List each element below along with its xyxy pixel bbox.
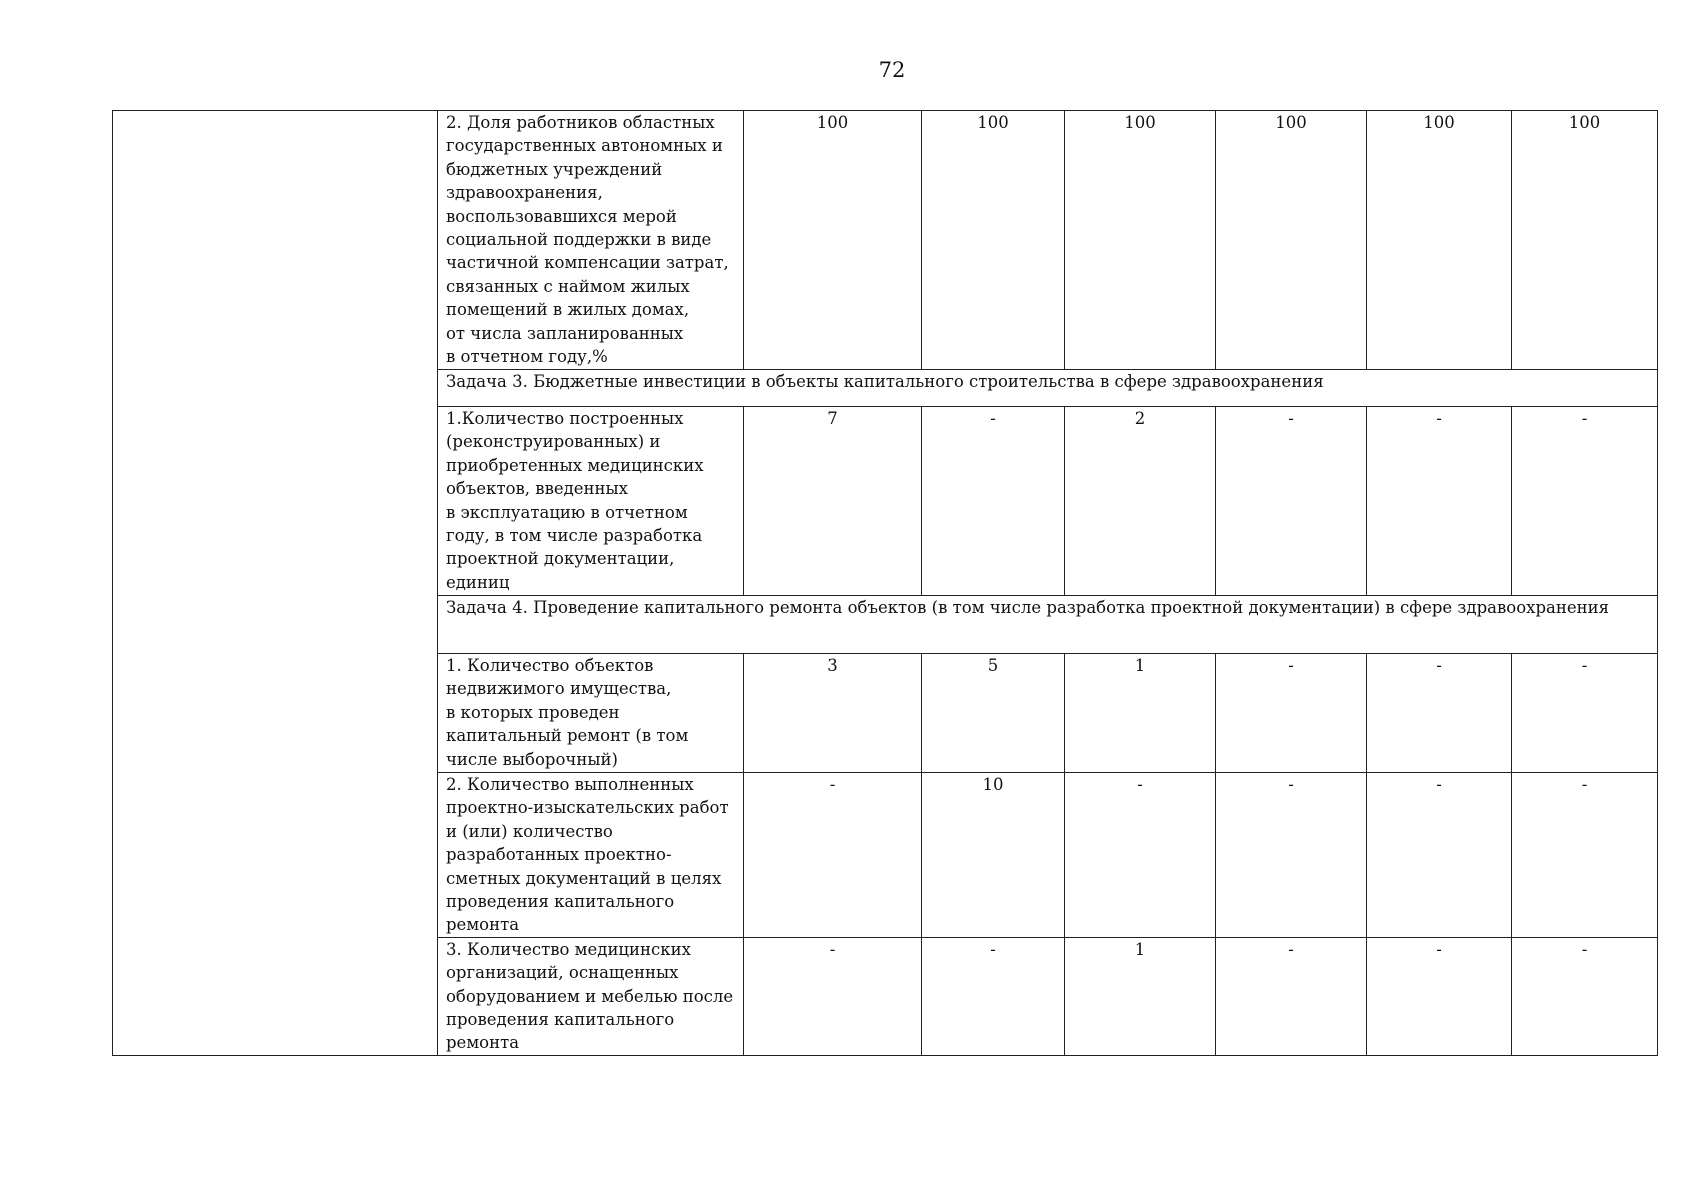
- value-cell: 7: [744, 407, 922, 596]
- indicator-label: 2. Доля работников областных государственных автономных и бюджетных учреждений здравоохранения, воспользовавшихся мерой социальной поддержки в виде частичной компенсации затрат, связанных с наймом жилых помещений в жилых домах, от числа запланированных в отчетном году,%: [438, 111, 744, 370]
- value-cell: -: [1216, 407, 1367, 596]
- value-cell: 1: [1065, 937, 1216, 1055]
- value-cell: 100: [1216, 111, 1367, 370]
- value-cell: -: [1512, 407, 1658, 596]
- value-cell: -: [1216, 773, 1367, 938]
- value-cell: -: [744, 937, 922, 1055]
- task-heading: Задача 4. Проведение капитального ремонта объектов (в том числе разработка проектной документации) в сфере здравоохранения: [438, 596, 1658, 654]
- indicator-label: 1. Количество объектов недвижимого имущества, в которых проведен капитальный ремонт (в том числе выборочный): [438, 654, 744, 773]
- value-cell: 100: [1512, 111, 1658, 370]
- value-cell: 3: [744, 654, 922, 773]
- value-cell: 100: [1065, 111, 1216, 370]
- value-cell: -: [1512, 654, 1658, 773]
- value-cell: -: [1367, 773, 1512, 938]
- indicator-label: 1.Количество построенных (реконструированных) и приобретенных медицинских объектов, введенных в эксплуатацию в отчетном году, в том числе разработка проектной документации, единиц: [438, 407, 744, 596]
- table-row: [113, 111, 1658, 370]
- indicator-label: 2. Количество выполненных проектно-изыскательских работ и (или) количество разработанных проектно- сметных документаций в целях проведения капитального ремонта: [438, 773, 744, 938]
- value-cell: 2: [1065, 407, 1216, 596]
- value-cell: -: [1216, 937, 1367, 1055]
- indicator-label: 3. Количество медицинских организаций, оснащенных оборудованием и мебелью после проведения капитального ремонта: [438, 937, 744, 1055]
- value-cell: -: [1512, 937, 1658, 1055]
- value-cell: -: [1367, 937, 1512, 1055]
- value-cell: -: [922, 937, 1065, 1055]
- value-cell: -: [1367, 407, 1512, 596]
- value-cell: -: [1065, 773, 1216, 938]
- value-cell: -: [1512, 773, 1658, 938]
- value-cell: 10: [922, 773, 1065, 938]
- value-cell: 100: [922, 111, 1065, 370]
- page-number: 72: [878, 58, 906, 82]
- value-cell: 100: [744, 111, 922, 370]
- empty-merged-cell: [113, 111, 438, 1056]
- value-cell: -: [922, 407, 1065, 596]
- value-cell: -: [1367, 654, 1512, 773]
- value-cell: 5: [922, 654, 1065, 773]
- value-cell: 100: [1367, 111, 1512, 370]
- indicators-table: [112, 110, 1658, 1056]
- task-heading: Задача 3. Бюджетные инвестиции в объекты капитального строительства в сфере здравоохранения: [438, 370, 1658, 407]
- value-cell: -: [744, 773, 922, 938]
- value-cell: -: [1216, 654, 1367, 773]
- value-cell: 1: [1065, 654, 1216, 773]
